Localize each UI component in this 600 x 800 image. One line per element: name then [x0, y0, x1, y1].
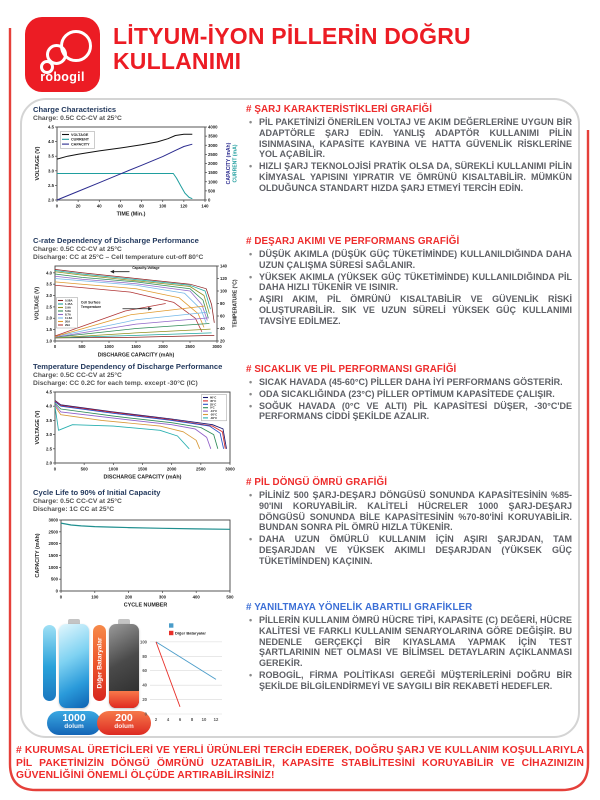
- svg-text:1.45A: 1.45A: [65, 301, 73, 306]
- svg-text:12: 12: [213, 717, 219, 723]
- other-batteries-label: Diğer Bataryalar: [96, 637, 103, 689]
- svg-text:20: 20: [142, 697, 147, 703]
- svg-text:140: 140: [201, 203, 209, 209]
- svg-text:3000: 3000: [225, 466, 235, 472]
- section-heading: # SICAKLIK VE PİL PERFORMANSI GRAFİĞİ: [246, 364, 457, 375]
- page-title: LİTYUM-İYON PİLLERİN DOĞRU KULLANIMI: [113, 23, 471, 75]
- battery-comparison-plot: [135, 619, 227, 727]
- svg-text:4000: 4000: [208, 124, 218, 130]
- svg-text:3.0: 3.0: [46, 292, 52, 298]
- section-2: [246, 364, 572, 423]
- robogil-logo: [25, 17, 100, 92]
- svg-text:500: 500: [50, 576, 58, 582]
- section-4: [246, 602, 572, 693]
- svg-text:CAPACITY: CAPACITY: [71, 142, 90, 147]
- svg-text:2000: 2000: [208, 160, 218, 166]
- svg-text:1500: 1500: [131, 343, 141, 349]
- svg-text:1500: 1500: [137, 466, 148, 472]
- svg-text:2.5: 2.5: [46, 446, 52, 452]
- section-heading: # ŞARJ KARAKTERİSTİKLERİ GRAFİĞİ: [246, 104, 433, 115]
- svg-text:29A: 29A: [65, 322, 71, 327]
- svg-text:1000: 1000: [108, 466, 119, 472]
- section-bullets: [246, 377, 572, 422]
- bullet-item: • PİL PAKETİNİZİ ÖNERİLEN VOLTAJ VE AKIM DEĞERLERİNE UYGUN BİR ADAPTÖRLE ŞARJ EDİN. YANLIŞ ADAPTÖR KULLANIMI PİLİN ISINMASINA, KAPASİTE KAYBINA VE HATTA GÜVENLİK RİSKLERİNE YOL AÇABİLİR.: [246, 117, 572, 160]
- svg-text:2000: 2000: [158, 343, 168, 349]
- svg-text:Temperature: Temperature: [80, 304, 102, 309]
- good-battery-illustration: [59, 619, 89, 708]
- svg-text:0: 0: [144, 711, 147, 717]
- svg-text:1.0: 1.0: [46, 338, 52, 344]
- svg-text:60°C: 60°C: [210, 395, 217, 400]
- svg-text:2.0: 2.0: [46, 460, 52, 466]
- svg-text:0: 0: [59, 594, 63, 600]
- c-rate-discharge-chart: [33, 237, 239, 363]
- chart-subtitle: Charge: 0.5C CC-CV at 25°C: [33, 371, 122, 379]
- svg-text:8.7A: 8.7A: [65, 312, 71, 317]
- svg-text:4.0: 4.0: [46, 270, 52, 276]
- badge-unit: dolum: [64, 722, 84, 730]
- svg-text:2500: 2500: [196, 466, 206, 472]
- svg-text:120: 120: [220, 275, 227, 281]
- bullet-item: • SICAK HAVADA (45-60°C) PİLLER DAHA İYİ PERFORMANS GÖSTERİR.: [246, 377, 572, 388]
- chart-subtitle: Discharge: 1C CC at 25°C: [33, 505, 115, 513]
- svg-text:VOLTAGE: VOLTAGE: [71, 132, 89, 137]
- svg-text:1000: 1000: [48, 564, 58, 570]
- svg-text:DISCHARGE CAPACITY (mAh): DISCHARGE CAPACITY (mAh): [97, 352, 175, 358]
- chart-title: Charge Characteristics: [33, 105, 117, 114]
- svg-text:-20°C: -20°C: [210, 412, 218, 417]
- svg-text:20A: 20A: [65, 319, 71, 324]
- svg-text:80: 80: [220, 300, 225, 306]
- svg-text:2500: 2500: [208, 151, 218, 157]
- chart-title: C-rate Dependency of Discharge Performance: [33, 236, 199, 245]
- badge-value: 1000: [62, 712, 86, 724]
- svg-text:100: 100: [140, 639, 147, 645]
- svg-text:400: 400: [192, 594, 200, 600]
- chart-subtitle: Discharge: CC 0.2C for each temp. except -30°C (IC): [33, 379, 198, 387]
- svg-text:0: 0: [208, 197, 211, 203]
- c-rate-discharge-plot: [33, 262, 239, 358]
- good-battery-capsule: [43, 625, 56, 701]
- svg-text:4.0: 4.0: [46, 403, 52, 409]
- svg-text:VOLTAGE (V): VOLTAGE (V): [34, 410, 41, 445]
- bullet-item: • PİLİNİZ 500 ŞARJ-DEŞARJ DÖNGÜSÜ SONUNDA KAPASİTESİNİN %85-90'INI KORUYABİLİR. KALİTELİ HÜCRELER 1000 ŞARJ-DEŞARJ DÖNGÜSÜ SONUNDA BİLE KAPASİTESİNİN %70-80'İNİ KORUYABİLİR. BUNDAN SONRA PİL ÖMRÜ HIZLA TÜKENİR.: [246, 490, 572, 533]
- other-batteries-capsule: [93, 625, 106, 701]
- battery-comparison-illustration: [33, 617, 239, 737]
- cycle-life-chart: [33, 489, 239, 613]
- logo-wordmark: robogil: [40, 70, 85, 84]
- svg-text:2: 2: [154, 717, 158, 723]
- badge-value: 200: [115, 712, 133, 724]
- chart-subtitle: Discharge: CC at 25°C – Cell temperature cut-off 80°C: [33, 253, 204, 261]
- svg-text:4.5: 4.5: [46, 389, 52, 395]
- svg-text:0: 0: [53, 466, 57, 472]
- svg-text:Diğer Bataryalar: Diğer Bataryalar: [175, 630, 206, 636]
- svg-text:80: 80: [139, 203, 144, 209]
- section-heading: # YANILTMAYA YÖNELİK ABARTILI GRAFİKLER: [246, 602, 473, 613]
- svg-text:60: 60: [118, 203, 123, 209]
- svg-text:0°C: 0°C: [210, 405, 215, 410]
- svg-text:3000: 3000: [208, 142, 218, 148]
- svg-text:500: 500: [78, 343, 86, 349]
- svg-text:60: 60: [220, 313, 225, 319]
- svg-text:500: 500: [80, 466, 88, 472]
- svg-text:300: 300: [158, 594, 166, 600]
- svg-text:2.0: 2.0: [48, 197, 54, 203]
- svg-text:Cell Surface: Cell Surface: [80, 300, 101, 305]
- svg-text:60: 60: [142, 668, 147, 674]
- section-0: [246, 104, 572, 195]
- svg-text:CAPACITY (mAh): CAPACITY (mAh): [226, 142, 232, 185]
- svg-text:3000: 3000: [48, 517, 58, 523]
- svg-text:3.5: 3.5: [48, 153, 54, 159]
- svg-text:3.5: 3.5: [46, 417, 52, 423]
- svg-text:120: 120: [180, 203, 188, 209]
- battery-body-full: [59, 624, 89, 708]
- svg-text:1000: 1000: [104, 343, 114, 349]
- section-heading: # PİL DÖNGÜ ÖMRÜ GRAFİĞİ: [246, 477, 388, 488]
- svg-text:2500: 2500: [48, 529, 58, 535]
- svg-text:2.5: 2.5: [46, 304, 52, 310]
- svg-text:45°C: 45°C: [210, 398, 217, 403]
- svg-text:3000: 3000: [212, 343, 222, 349]
- svg-text:3.0: 3.0: [48, 168, 54, 174]
- svg-text:TIME (Min.): TIME (Min.): [116, 211, 146, 217]
- bullet-item: • AŞIRI AKIM, PİL ÖMRÜNÜ KISALTABİLİR VE GÜVENLİK RİSKİ OLUŞTURABİLİR. SIK VE UZUN SÜRELİ YÜKSEK GÜÇ KULLANIMI TAVSİYE EDİLMEZ.: [246, 294, 572, 326]
- svg-text:6: 6: [178, 717, 182, 723]
- svg-text:0.58A: 0.58A: [65, 298, 73, 303]
- svg-text:3.0: 3.0: [46, 431, 52, 437]
- charge-characteristics-chart: [33, 106, 239, 222]
- svg-text:11.6A: 11.6A: [65, 315, 73, 320]
- svg-text:3500: 3500: [208, 133, 218, 139]
- svg-text:VOLTAGE (V): VOLTAGE (V): [34, 286, 41, 320]
- battery-comparison-chart: [135, 619, 227, 732]
- svg-text:100: 100: [159, 203, 167, 209]
- svg-text:20: 20: [75, 203, 81, 209]
- bullet-item: • HIZLI ŞARJ TEKNOLOJİSİ PRATİK OLSA DA, SÜREKLİ KULLANIMI PİLİN KİMYASAL YAPISINI YIPRATIR VE ÖMRÜNÜ KISALTABİLİR. MÜMKÜN OLDUĞUNCA STANDART HIZDA ŞARJ ETMEYİ TERCİH EDİN.: [246, 161, 572, 193]
- chart-title: Temperature Dependency of Discharge Performance: [33, 362, 223, 371]
- svg-text:1500: 1500: [208, 169, 218, 175]
- svg-text:4.0: 4.0: [48, 138, 54, 144]
- svg-text:500: 500: [226, 594, 234, 600]
- svg-text:40: 40: [142, 682, 147, 688]
- svg-text:1000: 1000: [208, 179, 218, 185]
- bullet-item: • SOĞUK HAVADA (0°C VE ALTI) PİL KAPASİTESİ DÜŞER, -30°C'DE PERFORMANS CİDDİ ŞEKİLDE AZALIR.: [246, 401, 572, 423]
- bullet-item: • DAHA UZUN ÖMÜRLÜ KULLANIM İÇİN AŞIRI ŞARJDAN, TAM DEŞARJDAN VE YÜKSEK AKIMLI DEŞARJDAN (YÜKSEK GÜÇ TÜKETİMİNDEN) KAÇININ.: [246, 534, 572, 566]
- svg-text:CURRENT (mA): CURRENT (mA): [232, 144, 239, 183]
- bullet-item: • PİLLERİN KULLANIM ÖMRÜ HÜCRE TİPİ, KAPASİTE (C) DEĞERİ, HÜCRE KALİTESİ VE FARKLI KULLANIM SENARYOLARINA GÖRE DEĞİŞİR. BU NEDENLE GERÇEKÇİ BİR KIYASLAMA YAPMAK İÇİN TEST ŞARTLARININ NET OLMASI VE BİLİMSEL DETAYLARIN AÇIKLANMASI GEREKİR.: [246, 615, 572, 669]
- badge-unit: dolum: [114, 722, 134, 730]
- svg-text:CURRENT: CURRENT: [71, 137, 90, 142]
- svg-text:-30°C: -30°C: [210, 415, 218, 420]
- svg-text:4.5: 4.5: [48, 124, 54, 130]
- svg-text:40: 40: [96, 203, 102, 209]
- svg-text:8: 8: [190, 717, 194, 723]
- chart-subtitle: Charge: 0.5C CC-CV at 25°C: [33, 497, 122, 505]
- good-battery-cycles-badge: [47, 711, 101, 735]
- svg-text:25°C: 25°C: [210, 402, 217, 407]
- bullet-item: • YÜKSEK AKIMLA (YÜKSEK GÜÇ TÜKETİMİNDE) KULLANILDIĞINDA PİL DAHA HIZLI TÜKENİR VE ISINIR.: [246, 272, 572, 294]
- svg-text:2.9A: 2.9A: [65, 305, 71, 310]
- section-1: [246, 236, 572, 328]
- svg-text:4: 4: [166, 717, 170, 723]
- section-bullets: [246, 490, 572, 567]
- section-3: [246, 477, 572, 568]
- svg-text:CYCLE NUMBER: CYCLE NUMBER: [123, 602, 168, 608]
- svg-text:0: 0: [55, 203, 59, 209]
- bullet-item: • ROBOGİL, FİRMA POLİTİKASI GEREĞİ MÜŞTERİLERİNİ DOĞRU BİR ŞEKİLDE BİLGİLENDİRMEYİ VE SAYGILI BİR REKABETİ HEDEFLER.: [246, 670, 572, 692]
- cycle-life-plot: [33, 514, 239, 608]
- svg-text:2.0: 2.0: [46, 315, 52, 321]
- svg-text:0: 0: [55, 588, 58, 594]
- svg-text:1.5: 1.5: [46, 326, 52, 332]
- section-bullets: [246, 249, 572, 327]
- charge-characteristics-plot: [33, 123, 239, 217]
- svg-text:TEMPERATURE (°C): TEMPERATURE (°C): [232, 279, 239, 328]
- footer-note: # KURUMSAL ÜRETİCİLERİ VE YERLİ ÜRÜNLERİ TERCİH EDEREK, DOĞRU ŞARJ VE KULLANIM KOŞULLARIYLA PİL PAKETİNİZİN DÖNGÜ ÖMRÜNÜ UZATABİLİR, KAPASİTE STABİLİTESİNİ KORUYABİLİR VE CİHAZINIZIN GÜVENLİĞİNİ ÖNEMLİ ÖLÇÜDE ARTIRABİLİRSİNİZ!: [16, 745, 584, 782]
- svg-text:VOLTAGE (V): VOLTAGE (V): [34, 146, 41, 181]
- svg-text:80: 80: [142, 653, 147, 659]
- svg-text:3.5: 3.5: [46, 281, 52, 287]
- svg-text:Capacity-Voltage: Capacity-Voltage: [132, 265, 160, 270]
- section-heading: # DEŞARJ AKIMI VE PERFORMANS GRAFİĞİ: [246, 236, 460, 247]
- svg-text:20: 20: [220, 338, 225, 344]
- svg-text:40: 40: [220, 325, 225, 331]
- svg-text:200: 200: [125, 594, 133, 600]
- svg-text:2500: 2500: [185, 343, 195, 349]
- svg-text:DISCHARGE CAPACITY (mAh): DISCHARGE CAPACITY (mAh): [103, 474, 182, 480]
- section-bullets: [246, 117, 572, 194]
- chart-subtitle: Charge: 0.5C CC-CV at 25°C: [33, 245, 122, 253]
- svg-text:500: 500: [208, 188, 216, 194]
- svg-text:0: 0: [53, 343, 57, 349]
- svg-text:100: 100: [91, 594, 99, 600]
- chart-subtitle: Charge: 0.5C CC-CV at 25°C: [33, 114, 122, 122]
- bullet-item: • ODA SICAKLIĞINDA (23°C) PİLLER OPTİMUM KAPASİTEDE ÇALIŞIR.: [246, 389, 572, 400]
- svg-text:10: 10: [201, 717, 207, 723]
- temperature-discharge-plot: [33, 388, 239, 480]
- svg-text:5.8A: 5.8A: [65, 308, 71, 313]
- svg-text:2000: 2000: [48, 540, 58, 546]
- temperature-discharge-chart: [33, 363, 239, 485]
- section-bullets: [246, 615, 572, 692]
- svg-text:2.5: 2.5: [48, 182, 54, 188]
- svg-text:CAPACITY (mAh): CAPACITY (mAh): [34, 533, 41, 578]
- bullet-item: • DÜŞÜK AKIMLA (DÜŞÜK GÜÇ TÜKETİMİNDE) KULLANILDIĞINDA DAHA UZUN ÇALIŞMA SÜRESİ SAĞLANIR.: [246, 249, 572, 271]
- svg-text:1500: 1500: [48, 552, 58, 558]
- svg-text:2000: 2000: [166, 466, 177, 472]
- svg-text:140: 140: [220, 263, 227, 269]
- chart-title: Cycle Life to 90% of Initial Capacity: [33, 488, 161, 497]
- svg-text:-10°C: -10°C: [210, 408, 218, 413]
- svg-text:100: 100: [220, 288, 227, 294]
